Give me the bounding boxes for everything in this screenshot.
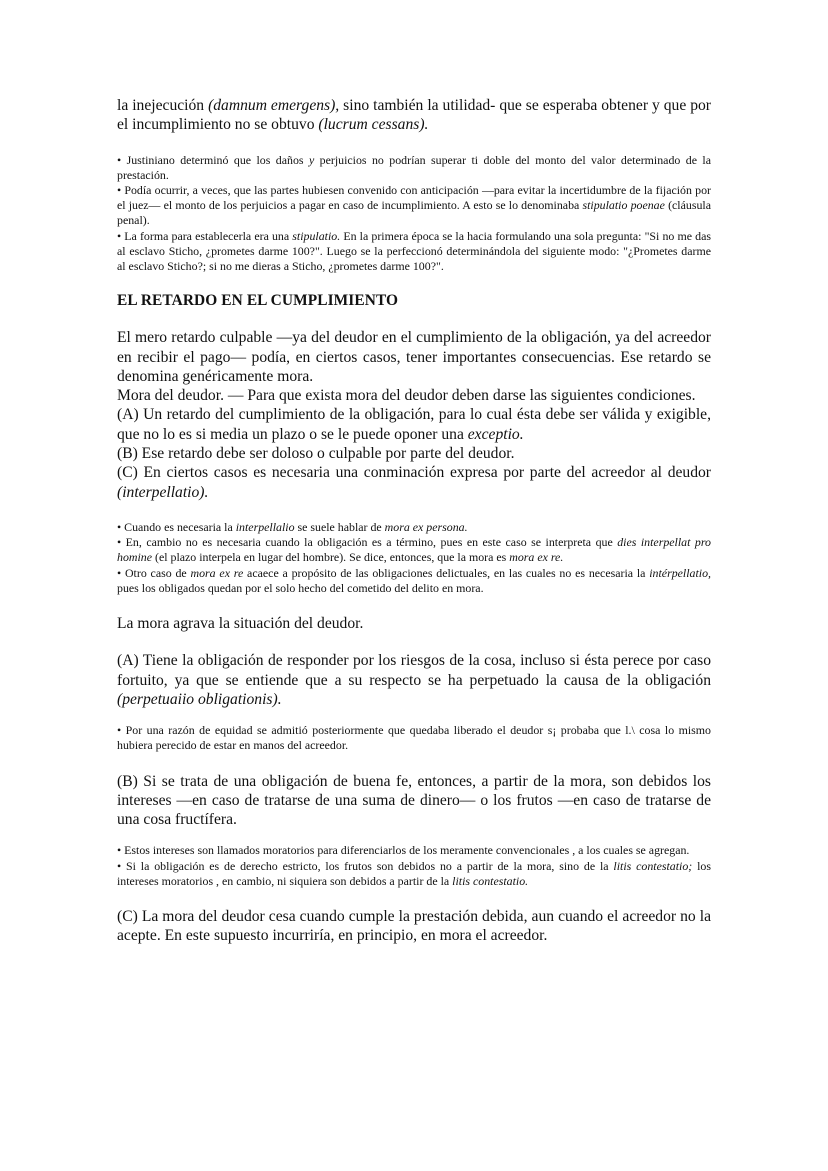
effect-a: (A) Tiene la obligación de responder por los riesgos de la cosa, incluso si ésta perece por caso fortuito, ya que se entiende que a su respecto se ha perpetuado la causa de la obligación (perpetuaiio obligationis). <box>117 652 711 708</box>
retardo-paragraph: El mero retardo culpable —ya del deudor en el cumplimiento de la obligación, ya del acreedor en recibir el pago— podía, en ciertos casos, tener importantes consecuencias. Ese retardo se denomina genéricamente mora. <box>117 329 711 385</box>
intro-paragraph: la inejecución (damnum emergens), sino también la utilidad- que se esperaba obtener y que por el incumplimiento no se obtuvo (lucrum cessans). <box>117 97 712 134</box>
note-mora-ex-persona: • Cuando es necesaria la interpellalio se suele hablar de mora ex persona. <box>117 519 468 534</box>
note-obligaciones-delictuales: • Otro caso de mora ex re acaece a propósito de las obligaciones delictuales, en las cuales no es necesaria la intérpellatio, pues los obligados quedan por el solo hecho del cometido del delito en mora. <box>117 565 711 595</box>
effect-c: (C) La mora del deudor cesa cuando cumple la prestación debida, aun cuando el acreedor no la acepte. En este supuesto incurriría, en principio, en mora el acreedor. <box>117 908 711 945</box>
condition-c: (C) En ciertos casos es necesaria una conminación expresa por parte del acreedor al deudor (interpellatio). <box>117 464 711 501</box>
note-stipulatio-forma: • La forma para establecerla era una stipulatio. En la primera época se la hacia formulando una sola pregunta: "Si no me das al esclavo Sticho, ¿prometes darme 100?". Luego se la perfeccionó determinándola del siguiente modo: "¿Prometes darme al esclavo Sticho?; si no me dieras a Sticho, ¿prometes darme 100?". <box>117 228 712 274</box>
note-intereses-moratorios: • Estos intereses son llamados moratorios para diferenciarlos de los meramente convencionales , a los cuales se agregan. <box>117 843 690 858</box>
note-litis-contestatio: • Si la obligación es de derecho estricto, los frutos son debidos no a partir de la mora, sino de la litis contestatio; los intereses moratorios , en cambio, ni siquiera son debidos a partir de la litis contestatio. <box>117 858 711 888</box>
document-page <box>117 96 711 946</box>
section-heading: EL RETARDO EN EL CUMPLIMIENTO <box>117 292 399 310</box>
note-justiniano: • Justiniano determinó que los daños y perjuicios no podrían superar ti doble del monto del valor determinado de la prestación. <box>117 152 712 182</box>
mora-agrava-paragraph: La mora agrava la situación del deudor. <box>117 614 364 632</box>
mora-deudor-paragraph: Mora del deudor. — Para que exista mora del deudor deben darse las siguientes condiciones. <box>117 387 696 405</box>
note-stipulatio-poenae: • Podía ocurrir, a veces, que las partes hubiesen convenido con anticipación —para evitar la incertidumbre de la fijación por el juez— el monto de los perjuicios a pagar en caso de incumplimiento. A esto se lo denominaba stipulatio poenae (cláusula penal). <box>117 183 711 228</box>
note-equidad: • Por una razón de equidad se admitió posteriormente que quedaba liberado el deudor s¡ probaba que l.\ cosa lo mismo hubiera perecido de estar en manos del acreedor. <box>117 723 711 753</box>
effect-b: (B) Si se trata de una obligación de buena fe, entonces, a partir de la mora, son debidos los intereses —en caso de tratarse de una suma de dinero— o los frutos —en caso de tratarse de una cosa fructífera. <box>117 772 711 829</box>
note-dies-interpellat: • En, cambio no es necesaria cuando la obligación es a término, pues en este caso se interpreta que dies interpellat pro homine (el plazo interpela en lugar del hombre). Se dice, entonces, que la mora es mora ex re. <box>117 535 711 565</box>
condition-a: (A) Un retardo del cumplimiento de la obligación, para lo cual ésta debe ser válida y exigible, que no lo es si media un plazo o se le puede oponer una exceptio. <box>117 406 711 443</box>
condition-b: (B) Ese retardo debe ser doloso o culpable por parte del deudor. <box>117 445 515 462</box>
